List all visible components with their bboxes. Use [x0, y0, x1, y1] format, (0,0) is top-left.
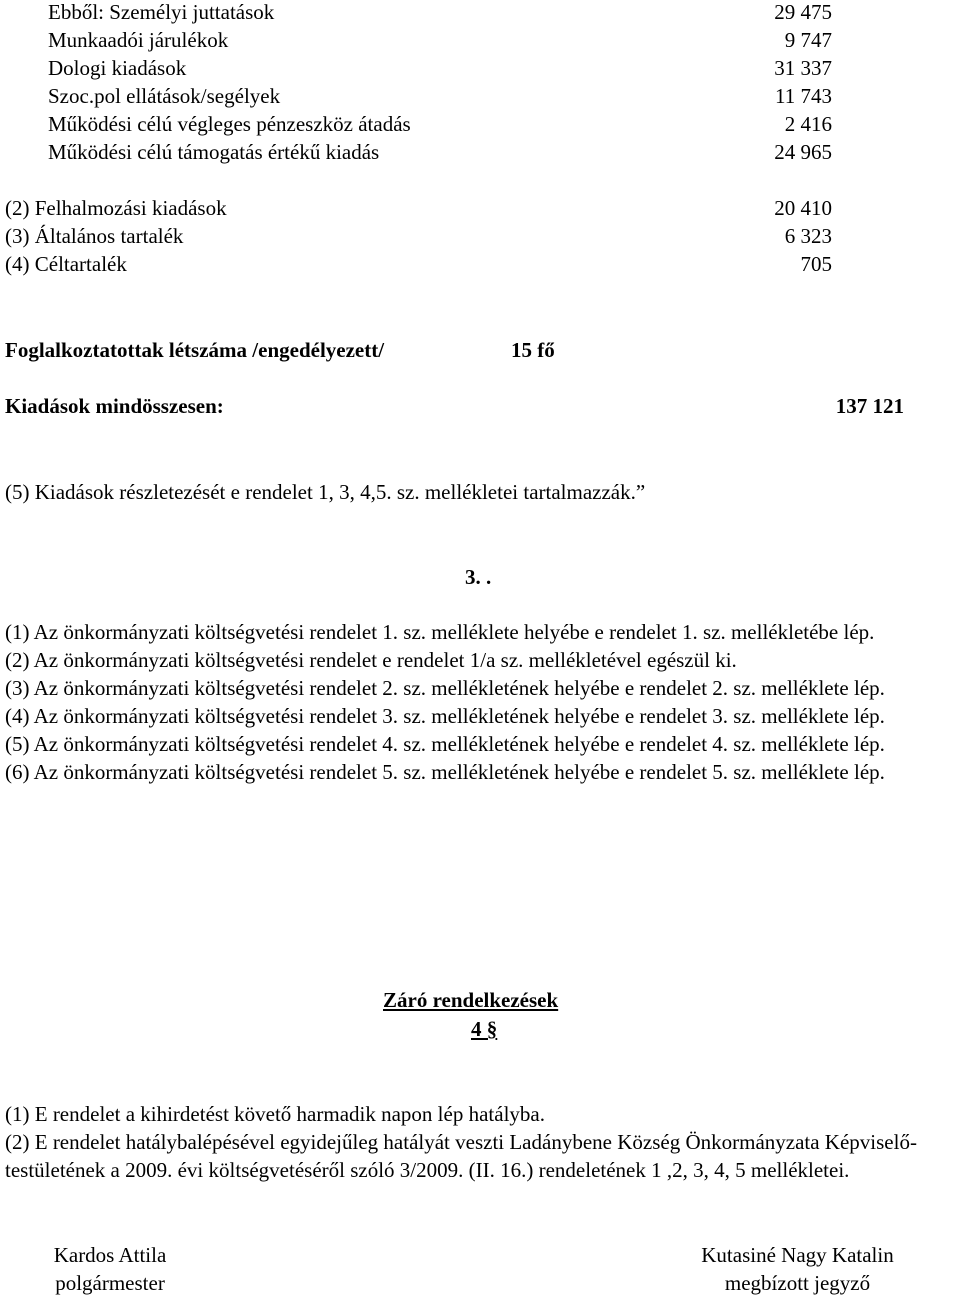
closing-para-1: (1) E rendelet a kihirdetést követő harmadik napon lép hatályba.: [5, 1102, 545, 1126]
expense-label: Ebből: Személyi juttatások: [48, 0, 275, 24]
signature-right: [670, 1241, 925, 1297]
expense-row: [48, 0, 832, 26]
note-5: (5) Kiadások részletezését e rendelet 1, 3, 4,5. sz. mellékletei tartalmazzák.”: [5, 480, 646, 504]
section-3-item: (4) Az önkormányzati költségvetési rendelet 3. sz. mellékletének helyébe e rendelet 3. sz. melléklete lép.: [5, 704, 885, 728]
expense-value: 11 743: [775, 84, 832, 108]
expense-row: [48, 138, 832, 166]
expense-label: Működési célú támogatás értékű kiadás: [48, 140, 380, 164]
signature-left-name: Kardos Attila: [53, 1243, 167, 1267]
signature-right-role: megbízott jegyző: [724, 1271, 871, 1295]
expense-label: (3) Általános tartalék: [5, 224, 184, 248]
expense-row: [48, 82, 832, 110]
expense-row: [48, 26, 832, 54]
total-value: 137 121: [835, 394, 904, 418]
expense-row: [5, 222, 832, 250]
signature-left-role: polgármester: [55, 1271, 165, 1295]
expense-value: 6 323: [784, 224, 832, 248]
expense-value: 2 416: [784, 112, 832, 136]
expense-value: 20 410: [774, 196, 832, 220]
expense-label: Dologi kiadások: [48, 56, 187, 80]
expense-label: Működési célú végleges pénzeszköz átadás: [48, 112, 411, 136]
total-row: [5, 392, 904, 420]
expense-label: Munkaadói járulékok: [48, 28, 229, 52]
section-3-item: (2) Az önkormányzati költségvetési rendelet e rendelet 1/a sz. mellékletével egészül ki.: [5, 648, 737, 672]
expense-value: 9 747: [784, 28, 832, 52]
section-3-item: (5) Az önkormányzati költségvetési rendelet 4. sz. mellékletének helyébe e rendelet 4. sz. melléklete lép.: [5, 732, 885, 756]
section-3-item: (3) Az önkormányzati költségvetési rendelet 2. sz. mellékletének helyébe e rendelet 2. sz. melléklete lép.: [5, 676, 885, 700]
total-label: Kiadások mindösszesen:: [5, 394, 224, 418]
closing-number: 4 §: [471, 1017, 498, 1041]
signature-left: [20, 1241, 200, 1297]
closing-para-2: (2) E rendelet hatálybalépésével egyidejűleg hatályát veszti Ladánybene Község Önkormányzata Képviselő-testületének a 2009. évi költségvetéséről szóló 3/2009. (II. 16.) rendeletének 1 ,2, 3, 4, 5 mellékletei.: [5, 1130, 917, 1182]
expense-value: 705: [800, 252, 832, 276]
expense-row: [5, 194, 832, 222]
expense-label: (2) Felhalmozási kiadások: [5, 196, 227, 220]
expense-label: (4) Céltartalék: [5, 252, 127, 276]
expense-row: [48, 54, 832, 82]
closing-paragraphs: [5, 1100, 955, 1184]
expense-value: 29 475: [774, 0, 832, 24]
section-3-heading: 3. .: [465, 565, 492, 589]
expense-value: 31 337: [774, 56, 832, 80]
expense-row: [5, 250, 832, 278]
signature-right-name: Kutasiné Nagy Katalin: [701, 1243, 894, 1267]
section-3-item: (6) Az önkormányzati költségvetési rendelet 5. sz. mellékletének helyébe e rendelet 5. sz. melléklete lép.: [5, 760, 885, 784]
section-3-item: (1) Az önkormányzati költségvetési rendelet 1. sz. melléklete helyébe e rendelet 1. sz. mellékletébe lép.: [5, 620, 875, 644]
expense-value: 24 965: [774, 140, 832, 164]
section-3-items: [5, 618, 895, 786]
headcount-value: 15 fő: [511, 338, 555, 362]
closing-title: Záró rendelkezések: [383, 988, 559, 1012]
headcount-label: Foglalkoztatottak létszáma /engedélyezett/: [5, 338, 385, 362]
expense-row: [48, 110, 832, 138]
expense-label: Szoc.pol ellátások/segélyek: [48, 84, 281, 108]
